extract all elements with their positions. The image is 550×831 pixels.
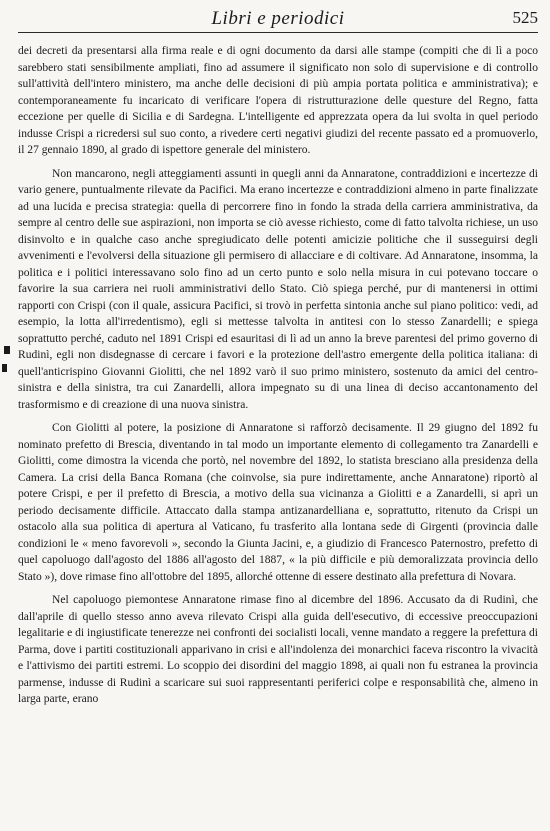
paragraph-1: dei decreti da presentarsi alla firma reale e di ogni documento da darsi alle stampe (compiti che di lì a poco sarebbero stati sensibilmente ampliati, fino ad assumere il significato non solo di supervisione e di controllo sull'attività dell'intero ministero, ma anche delle decisioni di più ampia portata politica e amministrativa); e contemporaneamente fu incaricato di verificare l'opera di ristrutturazione delle questure del Regno, fatta eccezione per quelle di Sicilia e di Sardegna. L'intelligente ed apprezzata opera da lui svolta in quel periodo indusse Crispi a ricredersi sul suo conto, a rivedere certi negativi giudizi del recente passato ed a promuoverlo, il 27 gennaio 1890, al grado di ispettore generale del ministero. [18,45,538,156]
margin-mark-bottom [2,364,7,372]
paragraph-4: Nel capoluogo piemontese Annaratone rimase fino al dicembre del 1896. Accusato da di Rudinì, che dall'aprile di quello stesso anno aveva rilevato Crispi alla guida dell'esecutivo, di eccessive preoccupazioni legalitarie e di ingiustificate tenerezze nei confronti dei socialisti locali, venne mandato a reggere la prefettura di Parma, dove i partiti costituzionali apparivano in crisi e all'indolenza dei monarchici faceva riscontro la vivacità e l'attivismo dei partiti estremi. Lo scoppio dei disordini del maggio 1898, ai quali non fu estranea la provincia parmense, indusse di Rudinì a scaricare sui suoi rappresentanti periferici colpe e responsabilità che, almeno in larga parte, erano [18,594,538,705]
paragraph-3: Con Giolitti al potere, la posizione di Annaratone si rafforzò decisamente. Il 29 giugno del 1892 fu nominato prefetto di Brescia, diventando in tal modo un importante elemento di collegamento tra Zanardelli e Giolitti, come dimostra la vicenda che portò, nel novembre del 1892, lo statista bresciano alla presidenza della Camera. La crisi della Banca Romana (che coinvolse, sia pure indirettamente, anche Annaratone) riportò al potere Crispi, e per il prefetto di Brescia, a motivo della sua vicinanza a Giolitti e a Zanardelli, si aprì un periodo decisamente difficile. Attaccato dalla stampa antizanardelliana e, soprattutto, ritenuto da Crispi un ostacolo alla sua politica di apertura al Vaticano, fu trasferito alla lontana sede di Girgenti (provincia dalle condizioni le « meno favorevoli », secondo la Giunta Jacini, e, a giudizio di Francesco Paternostro, prefetto di quel capoluogo dall'agosto del 1886 all'agosto del 1887, « la più difficile e più demoralizzata provincia dello Stato »), dove rimase fino all'ottobre del 1895, allorché ottenne di essere destinato alla prefettura di Novara. [18,422,538,583]
paragraph-2: Non mancarono, negli atteggiamenti assunti in quegli anni da Annaratone, contraddizioni e incertezze di vario genere, puntualmente rilevate da Pacifici. Ma erano incertezze e contraddizioni almeno in parte finalizzate ad una lucida e precisa strategia: quella di percorrere fino in fondo la strada della carriera amministrativa, da sempre al centro delle sue aspirazioni, non importa se ciò avesse richiesto, come di fatto talvolta richiese, un uso disinvolto e in qualche caso anche spregiudicato delle potenti amicizie politiche che il susseguirsi degli avvenimenti e l'evolversi della situazione gli permisero di allacciare e di coltivare. Ad Annaratone, insomma, la politica e i politici interessavano solo fino ad un certo punto e solo nella misura in cui potevano toccare o favorire la sua carriera nei ruoli amministrativi dello Stato. Ciò spiega perché, pur di mantenersi in ottimi rapporti con Crispi (con il quale, assicura Pacifici, si trovò in perfetta sintonia anche sul piano politico: vedi, ad esempio, la lotta all'irredentismo), egli si mettesse talvolta in antitesi con lo stesso Zanardelli; e spiega soprattutto perché, caduto nel 1891 Crispi ed esauritasi di lì ad un anno la breve parentesi del primo governo di Rudinì, egli non disdegnasse di cercare i favori e la protezione dell'astro emergente della politica italiana: di quell'anticrispino Giovanni Giolitti, che nel 1892 varò il suo primo ministero, sostenuto da amici del centro-sinistra e della sinistra, tra cui Zanardelli, allora impegnato su di una linea di deciso accantonamento del trasformismo e di creazione di una nuova sinistra. [18,167,538,411]
article-body [18,43,538,708]
running-header [18,6,538,33]
page-number: 525 [512,8,538,27]
running-title: Libri e periodici [211,8,345,29]
margin-mark-top [4,346,10,354]
page [18,6,538,708]
